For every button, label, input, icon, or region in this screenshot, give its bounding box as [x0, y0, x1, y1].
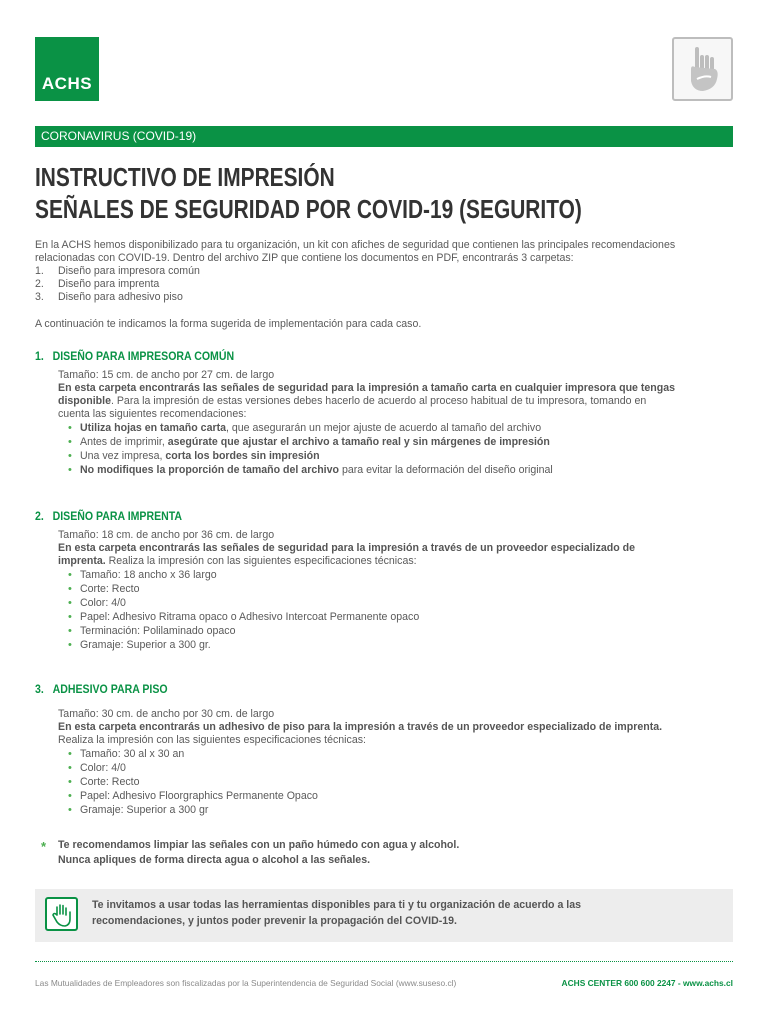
- size-line: Tamaño: 18 cm. de ancho por 36 cm. de largo: [58, 529, 275, 541]
- list-item: • Utiliza hojas en tamaño carta, que asegurarán un mejor ajuste de acuerdo al tamaño del archivo: [68, 422, 542, 434]
- title-line-1: INSTRUCTIVO DE IMPRESIÓN: [35, 164, 335, 192]
- list-item: • Tamaño: 30 al x 30 an: [68, 748, 185, 760]
- logo-text: ACHS: [41, 74, 93, 93]
- list-item: • Antes de imprimir, asegúrate que ajustar el archivo a tamaño real y sin márgenes de impresión: [68, 436, 550, 448]
- intro-paragraph: [35, 239, 733, 304]
- document-title: [35, 162, 607, 226]
- footer-contact: ACHS CENTER 600 600 2247 - www.achs.cl: [561, 978, 733, 988]
- size-line: Tamaño: 30 cm. de ancho por 30 cm. de largo: [58, 708, 275, 720]
- bullet-icon: •: [68, 422, 72, 434]
- list-item: 1. Diseño para impresora común: [35, 265, 200, 277]
- list-item: • Terminación: Polilaminado opaco: [68, 625, 236, 637]
- recommendation-line-2: Nunca apliques de forma directa agua o alcohol a las señales.: [58, 854, 371, 866]
- list-item: • Corte: Recto: [68, 776, 140, 788]
- list-item: 2. Diseño para imprenta: [35, 278, 160, 290]
- bullet-icon: •: [68, 464, 72, 476]
- category-bar: CORONAVIRUS (COVID-19): [35, 126, 733, 147]
- bullet-icon: •: [68, 790, 72, 802]
- list-item: 3. Diseño para adhesivo piso: [35, 291, 183, 303]
- list-item: • Gramaje: Superior a 300 gr: [68, 804, 209, 816]
- footer-disclaimer: Las Mutualidades de Empleadores son fiscalizadas por la Superintendencia de Seguridad Social (www.suseso.cl): [35, 978, 457, 988]
- list-item: • Papel: Adhesivo Floorgraphics Permanente Opaco: [68, 790, 318, 802]
- list-item: • Corte: Recto: [68, 583, 140, 595]
- recommendation-list: [58, 421, 733, 477]
- section-body: [35, 369, 733, 477]
- intro-line-1: En la ACHS hemos disponibilizado para tu organización, un kit con afiches de seguridad que contienen las principales recomendaciones: [35, 239, 676, 251]
- description-bold: En esta carpeta encontrarás las señales de seguridad para la impresión a tamaño carta en cualquier impresora que tengas: [58, 382, 676, 394]
- recommendation-line-1: Te recomendamos limpiar las señales con un paño húmedo con agua y alcohol.: [58, 839, 460, 851]
- list-item: • Color: 4/0: [68, 762, 126, 774]
- bullet-icon: •: [68, 748, 72, 760]
- description-line: imprenta. Realiza la impresión con las siguientes especificaciones técnicas:: [58, 555, 417, 567]
- raised-hand-icon: [45, 897, 78, 931]
- description-line: disponible. Para la impresión de estas versiones debes hacerlo de acuerdo al proceso habitual de tu impresora, tomando en: [58, 395, 647, 407]
- title-line-2: SEÑALES DE SEGURIDAD POR COVID-19 (SEGURITO): [35, 196, 582, 224]
- section-printer: [35, 349, 733, 477]
- cleaning-recommendation: [41, 838, 731, 868]
- implementation-note: A continuación te indicamos la forma sugerida de implementación para cada caso.: [35, 318, 422, 330]
- description-bold: En esta carpeta encontrarás las señales de seguridad para la impresión a través de un proveedor especializado de: [58, 542, 636, 554]
- list-item: • No modifiques la proporción de tamaño del archivo para evitar la deformación del diseño original: [68, 464, 553, 476]
- section-heading: 3. ADHESIVO PARA PISO: [35, 682, 168, 696]
- list-item: • Papel: Adhesivo Ritrama opaco o Adhesivo Intercoat Permanente opaco: [68, 611, 420, 623]
- section-body: [35, 708, 733, 817]
- bullet-icon: •: [68, 450, 72, 462]
- list-item: • Una vez impresa, corta los bordes sin impresión: [68, 450, 320, 462]
- invite-line-1: Te invitamos a usar todas las herramientas disponibles para ti y tu organización de acuerdo a las: [92, 899, 582, 911]
- bullet-icon: •: [68, 625, 72, 637]
- bullet-icon: •: [68, 611, 72, 623]
- bullet-icon: •: [68, 583, 72, 595]
- bullet-icon: •: [68, 804, 72, 816]
- bullet-icon: •: [68, 639, 72, 651]
- invite-line-2: recomendaciones, y juntos poder prevenir la propagación del COVID-19.: [92, 915, 457, 927]
- bullet-icon: •: [68, 569, 72, 581]
- folder-list: [35, 265, 733, 304]
- description-bold: En esta carpeta encontrarás un adhesivo de piso para la impresión a través de un proveedor especializado de imprenta.: [58, 721, 663, 733]
- bullet-icon: •: [68, 597, 72, 609]
- star-bullet-icon: *: [41, 839, 47, 854]
- size-line: Tamaño: 15 cm. de ancho por 27 cm. de largo: [58, 369, 275, 381]
- intro-line-2: relacionadas con COVID-19. Dentro del archivo ZIP que contiene los documentos en PDF, encontrarás 3 carpetas:: [35, 252, 574, 264]
- invitation-box: [35, 889, 733, 942]
- spec-list: [58, 747, 733, 817]
- spec-list: [58, 568, 733, 652]
- section-heading: 2. DISEÑO PARA IMPRENTA: [35, 509, 183, 523]
- list-item: • Gramaje: Superior a 300 gr.: [68, 639, 211, 651]
- section-body: [35, 529, 733, 652]
- section-heading: 1. DISEÑO PARA IMPRESORA COMÚN: [35, 349, 235, 363]
- description-line: cuenta las siguientes recomendaciones:: [58, 408, 247, 420]
- list-item: • Color: 4/0: [68, 597, 126, 609]
- section-press: [35, 509, 733, 652]
- description-line: Realiza la impresión con las siguientes especificaciones técnicas:: [58, 734, 366, 746]
- list-item: • Tamaño: 18 ancho x 36 largo: [68, 569, 217, 581]
- hand-pointing-icon: [672, 37, 733, 101]
- footer-divider: [35, 961, 733, 962]
- bullet-icon: •: [68, 762, 72, 774]
- bullet-icon: •: [68, 436, 72, 448]
- section-floor-adhesive: [35, 682, 733, 817]
- bullet-icon: •: [68, 776, 72, 788]
- achs-logo: [35, 37, 99, 101]
